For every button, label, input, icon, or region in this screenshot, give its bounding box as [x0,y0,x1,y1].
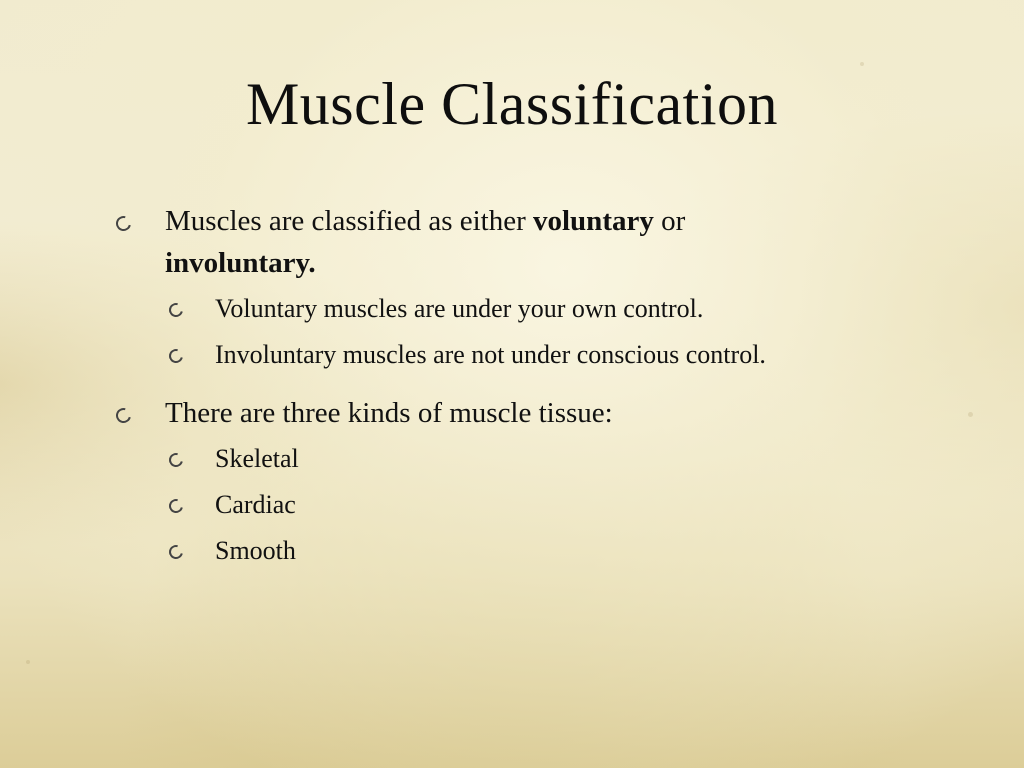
texture-speck [26,660,30,664]
bullet-text: Muscles are classified as either [165,205,533,237]
bold-term-involuntary: involuntary. [165,247,316,279]
slide-title: Muscle Classification [245,71,779,137]
sub-bullet-text: Involuntary muscles are not under conscious control. [215,340,766,369]
sub-bullet-text: Cardiac [215,490,296,519]
open-circle-bullet-icon [166,346,185,365]
sub-bullet-list [165,286,912,378]
open-circle-bullet-icon [166,450,185,469]
bullet-item-muscle-tissue [112,392,912,574]
bold-term-voluntary: voluntary [533,205,654,237]
open-circle-bullet-icon [166,542,185,561]
bullet-list [112,200,912,574]
sub-bullet-text: Smooth [215,536,296,565]
sub-bullet-item [165,332,912,378]
bullet-text: There are three kinds of muscle tissue: [165,397,613,429]
sub-bullet-item [165,482,912,528]
open-circle-bullet-icon [166,496,185,515]
sub-bullet-item [165,528,912,574]
sub-bullet-list [165,436,912,574]
bullet-text: or [653,205,686,237]
open-circle-bullet-icon [113,405,133,425]
sub-bullet-item [165,436,912,482]
sub-bullet-item [165,286,912,332]
open-circle-bullet-icon [113,213,133,233]
open-circle-bullet-icon [166,300,185,319]
sub-bullet-text: Skeletal [215,444,299,473]
sub-bullet-text: Voluntary muscles are under your own control. [215,294,704,323]
texture-speck [860,62,864,66]
texture-speck [968,412,973,417]
bullet-item-classification [112,200,912,378]
